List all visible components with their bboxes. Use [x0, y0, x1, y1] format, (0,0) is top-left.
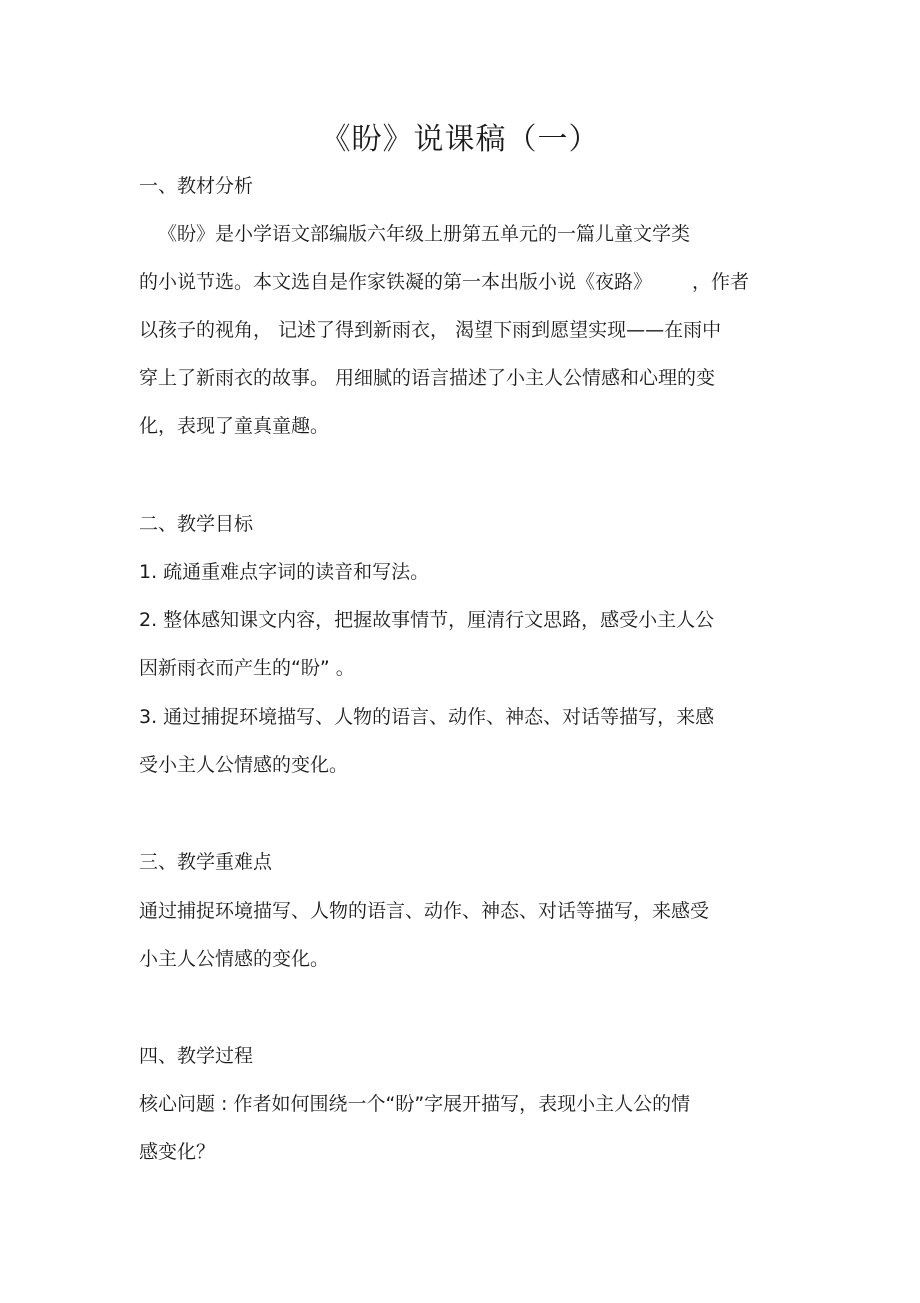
- list-item: 因新雨衣而产生的“盼” 。: [139, 657, 355, 679]
- paragraph-line: 核心问题 : 作者如何围绕一个“盼”字展开描写，表现小主人公的情: [139, 1093, 691, 1115]
- paragraph-line: [139, 268, 749, 296]
- paragraph-line: 穿上了新雨衣的故事。 用细腻的语言描述了小主人公情感和心理的变: [139, 367, 716, 389]
- list-item: 受小主人公情感的变化。: [139, 754, 349, 776]
- paragraph-line-text: ，作者: [692, 271, 750, 293]
- list-item: 1. 疏通重难点字词的读音和写法。: [139, 561, 430, 583]
- paragraph-line: 《盼》是小学语文部编版六年级上册第五单元的一篇儿童文学类: [158, 223, 691, 245]
- paragraph-line: 以孩子的视角， 记述了得到新雨衣， 渴望下雨到愿望实现——在雨中: [139, 319, 722, 341]
- section-heading-3: 三、教学重难点: [139, 851, 273, 873]
- document-title: 《盼》说课稿（一）: [320, 122, 600, 157]
- paragraph-line: 小主人公情感的变化。: [139, 948, 330, 970]
- paragraph-line: 化，表现了童真童趣。: [139, 415, 330, 437]
- section-heading-4: 四、教学过程: [139, 1045, 254, 1067]
- list-item: 2. 整体感知课文内容，把握故事情节，厘清行文思路，感受小主人公: [139, 609, 715, 631]
- section-heading-2: 二、教学目标: [139, 513, 254, 535]
- section-heading-1: 一、教材分析: [139, 175, 254, 197]
- list-item: 3. 通过捕捉环境描写、人物的语言、动作、神态、对话等描写，来感: [139, 706, 715, 728]
- paragraph-line-text: 的小说节选。本文选自是作家铁凝的第一本出版小说《夜路》: [139, 271, 653, 293]
- paragraph-line: 感变化？: [139, 1141, 216, 1163]
- paragraph-line: 通过捕捉环境描写、人物的语言、动作、神态、对话等描写，来感受: [139, 900, 710, 922]
